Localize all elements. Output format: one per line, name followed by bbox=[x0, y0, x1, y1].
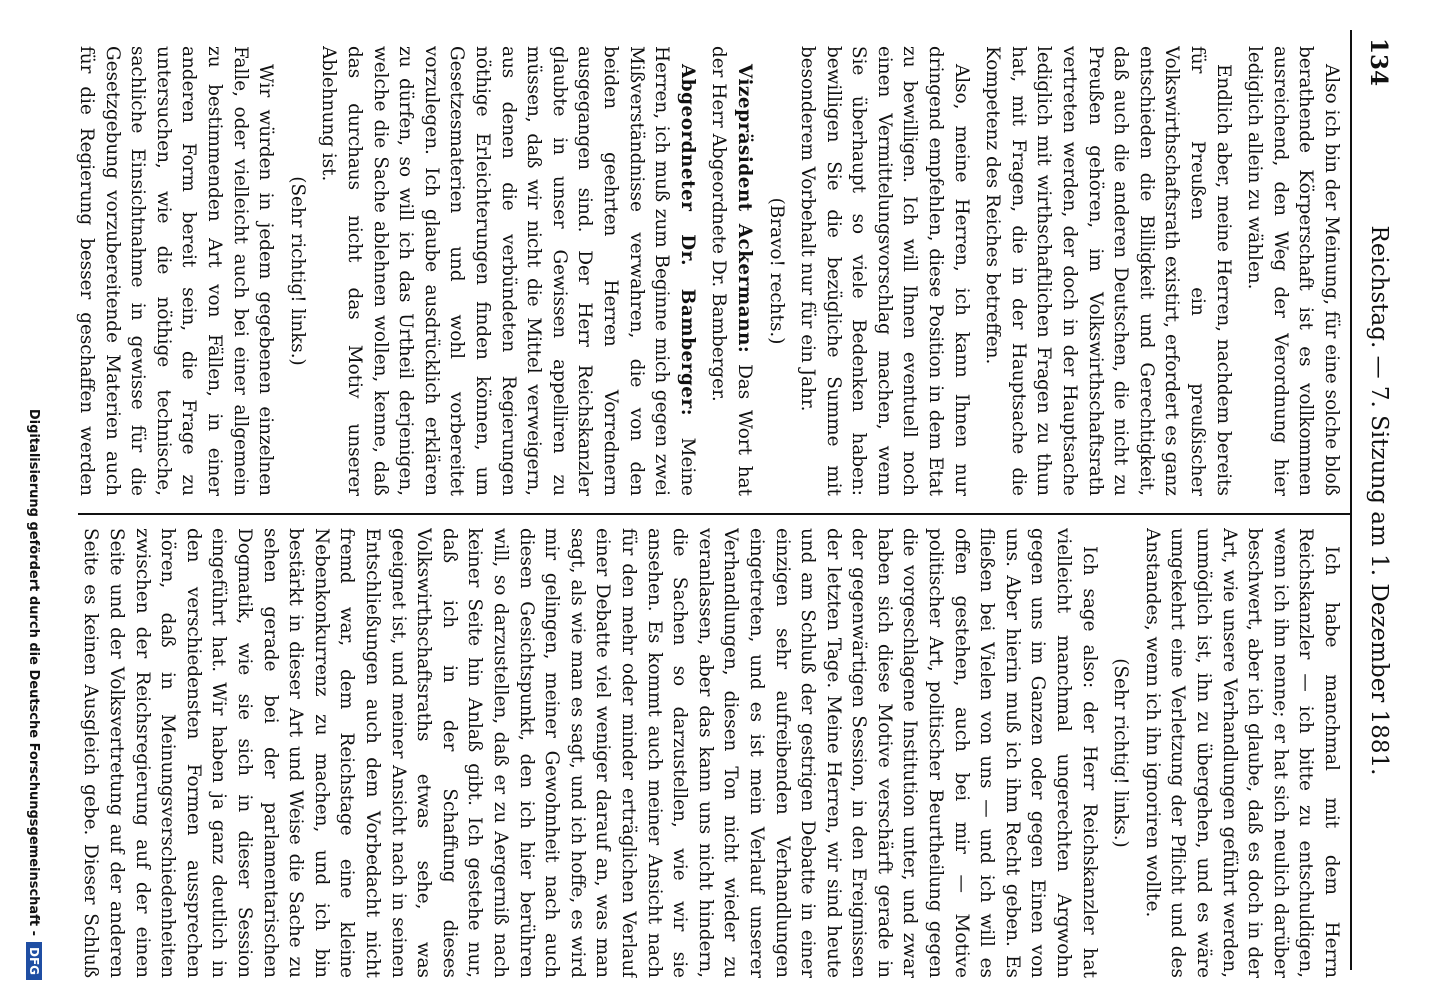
page-title: Reichstag. — 7. Sitzung am 1. Dezember 1881. bbox=[1366, 225, 1392, 776]
header-rule bbox=[1350, 30, 1352, 970]
speech-paragraph bbox=[706, 46, 757, 496]
interjection: (Bravo! rechts.) bbox=[765, 197, 787, 345]
funding-text: Digitalisierung gefördert durch die Deutsche Forschungsgemeinschaft - bbox=[26, 408, 41, 936]
interjection: (Sehr richtig! links.) bbox=[1110, 658, 1132, 848]
text-paragraph: Endlich aber, meine Herren, nachdem bereits für Preußen ein preußischer Volkswirthschaftsrath existirt, erfordert es ganz entschieden die Billigkeit und Gerechtigkeit, daß auch die anderen Deutschen, die nicht zu Preußen gehören, im Volkswirthschaftsrath vertreten werden, der doch in der Hauptsache lediglich mit wirthschaftlichen Fragen zu thun hat, mit Fragen, die in der Hauptsache die Kompetenz des Reiches betreffen. bbox=[982, 46, 1234, 496]
speaker-name: Abgeordneter Dr. Bamberger: bbox=[676, 64, 698, 416]
speech-text: Das Wort hat der Herr Abgeordnete Dr. Bamberger. bbox=[708, 46, 755, 496]
dfg-logo: DFG bbox=[26, 942, 42, 980]
page-number: 134 bbox=[1365, 38, 1392, 87]
interjection: (Sehr richtig! links.) bbox=[286, 176, 308, 366]
text-paragraph: Also ich bin der Meinung, für eine solche bloß berathende Körperschaft ist es vollkommen ausreichend, den Weg der Verordnung hier lediglich allein zu wählen. bbox=[1244, 46, 1342, 496]
column-divider bbox=[78, 513, 1350, 515]
right-column bbox=[76, 528, 1344, 978]
speech-text: Meine Herren, ich muß zum Beginne mich gegen zwei Mißverständnisse verwahren, die von den beiden geehrten Herren Vorrednern ausgegangen sind. Der Herr Reichskanzler glaubte in unser Gewissen appelliren zu müssen, daß wir nicht die Mittel verweigern, aus denen die verbündeten Regierungen nöthige Erleichterungen finden können, um Gesetzesmaterien und wohl vorbereitet vorzulegen. Ich glaube ausdrücklich erklären zu dürfen, so will ich das Urtheil derjenigen, welche die Sache ablehnen wollen, kenne, daß das durchaus nicht das Motiv unserer Ablehnung ist. bbox=[318, 46, 698, 496]
left-column bbox=[76, 46, 1344, 496]
speaker-name: Vizepräsident Ackermann: bbox=[733, 64, 755, 354]
speech-paragraph bbox=[316, 46, 700, 496]
text-paragraph: Ich sage also: der Herr Reichskanzler hat vielleicht manchmal ungerechten Argwohn gegen uns im Ganzen oder gegen Einen von uns. Aber hierin muß ich ihm Recht geben. Es fließen bei Vielen von uns — und ich will es offen gestehen, auch bei mir — Motive politischer Art, politischer Beurtheilung gegen die vorgeschlagene Institution unter, und zwar haben sich diese Motive verschärft gerade in der gegenwärtigen Session, in den Ereignissen der letzten Tage. Meine Herren, wir sind heute und am Schluß der gestrigen Debatte in einer einzigen sehr aufreibenden Verhandlungen eingetreten, und es ist mein Verlauf unserer Verhandlungen, diesen Ton nicht wieder zu veranlassen, aber das kann uns nicht hindern, die Sachen so darzustellen, wie wir sie ansehen. Es kommt auch meiner Ansicht nach für den mehr oder minder erträglichen Verlauf einer Debatte viel weniger darauf an, was man sagt, als wie man es sagt, und ich hoffe, es wird mir gelingen, meiner Gewohnheit nach auch diesen Gesichtspunkt, den ich hier berühren will, so darzustellen, daß er zu Aergerniß nach keiner Seite hin Anlaß gibt. Ich gestehe nur, daß ich in der Schaffung dieses Volkswirthschaftsraths etwas sehe, was geeignet ist, und meiner Ansicht nach in seinen Entschließungen auch dem Vorbedacht nicht fremd war, dem Reichstage eine kleine Nebenkonkurrenz zu machen, und ich bin bestärkt in dieser Art und Weise die Sache zu sehen gerade bei der parlamentarischen Dogmatik, wie sie sich in dieser Session eingeführt hat. Wir haben ja ganz deutlich in den verschiedensten Formen aussprechen hören, daß in Meinungsverschiedenheiten zwischen der Reichsregierung auf der einen Seite und der Volksvertretung auf der anderen Seite es keinen Ausgleich gebe. Dieser Schluß bbox=[80, 528, 1100, 978]
text-paragraph: Also, meine Herren, ich kann Ihnen nur dringend empfehlen, diese Position in dem Etat zu bewilligen. Ich will Ihnen eventuell noch einen Vermittelungsvorschlag machen, wenn Sie überhaupt so viele Bedenken haben: bewilligen Sie die bezügliche Summe mit besonderem Vorbehalt nur für ein Jahr. bbox=[797, 46, 972, 496]
text-paragraph: Wir würden in jedem gegebenen einzelnen Falle, oder vielleicht auch bei einer allgemein zu bestimmenden Art von Fällen, in einer anderen Form bereit sein, die Frage zu untersuchen, wie die nöthige technische, sachliche Einsichtnahme in gewisse für die Gesetzgebung vorzubereitende Materien auch für die Regierung besser geschaffen werden bbox=[76, 46, 277, 496]
page-header bbox=[1358, 38, 1392, 963]
text-paragraph: Ich habe manchmal mit dem Herrn Reichskanzler — ich bitte zu entschuldigen, wenn ich ihn nenne; er hat sich neulich darüber beschwert, aber ich glaube, daß es doch in der Art, wie unsere Verhandlungen geführt werden, unmöglich ist, ihn zu übergehen, und es wäre umgekehrt eine Verletzung der Pflicht und des Anstandes, wenn ich ihn ignoriren wollte. bbox=[1141, 528, 1342, 978]
funding-note bbox=[12, 220, 42, 980]
